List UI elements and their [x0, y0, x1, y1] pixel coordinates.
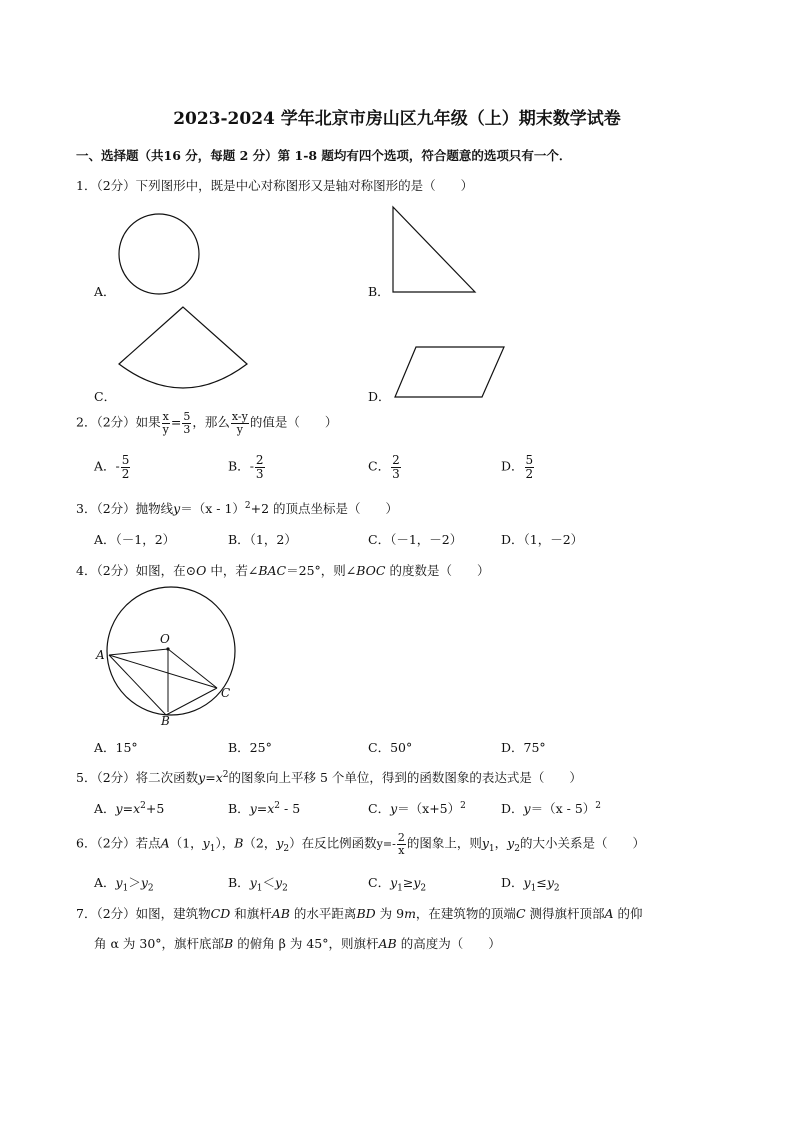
question-5-stem: 5．（2分）将二次函数$y=x^2$的图象向上平移 5 个单位，得到的函数图象的表达式是（ ）: [76, 769, 582, 785]
segment-ao: [109, 649, 168, 655]
q4-option-d[interactable]: D．75°: [501, 740, 546, 755]
q2-option-d[interactable]: D． $\frac{5}{2}$: [501, 453, 534, 481]
shape-right-triangle: [392, 206, 477, 294]
q6-option-c[interactable]: C．$y_1\ge y_2$: [368, 875, 427, 894]
q2-option-a[interactable]: A．- $\frac{5}{2}$: [94, 453, 130, 481]
shape-sector: [117, 306, 249, 386]
circle-diagram: [90, 584, 250, 734]
q5-option-a[interactable]: A．$y=x^2+5$: [94, 800, 165, 816]
q5-option-b[interactable]: B．$y=x^2 - 5$: [228, 800, 301, 816]
shape-circle: [118, 213, 200, 295]
q2-mid: ，那么: [192, 414, 230, 430]
question-2-stem: [76, 411, 337, 435]
q6-option-d[interactable]: D．$y_1\le y_2$: [501, 875, 560, 894]
fraction-xmy-over-y: $\frac{x-y}{y}$: [231, 410, 248, 436]
q3-option-d[interactable]: D．（1，－2）: [501, 532, 584, 547]
q1-option-b[interactable]: B．: [368, 284, 390, 299]
q2-option-b[interactable]: B．- $\frac{2}{3}$: [228, 453, 264, 481]
question-7-line-1: 7．（2分）如图，建筑物CD 和旗杆AB 的水平距离BD 为 9m，在建筑物的顶端C 测得旗杆顶部A 的仰: [76, 906, 643, 921]
label-b: B: [161, 714, 170, 728]
q4-option-c[interactable]: C．50°: [368, 740, 413, 755]
label-a: A: [96, 648, 105, 662]
fraction-5-over-3: $\frac{5}{3}$: [183, 410, 191, 436]
q6-option-b[interactable]: B．$y_1<y_2$: [228, 875, 288, 894]
q1-option-d[interactable]: D．: [368, 389, 391, 404]
section-heading: 一、选择题（共16 分，每题 2 分）第 1-8 题均有四个选项，符合题意的选项只有一个．: [76, 148, 572, 163]
q1-option-a[interactable]: A．: [94, 284, 116, 299]
q4-option-b[interactable]: B．25°: [228, 740, 272, 755]
shape-parallelogram: [394, 346, 506, 398]
q2-suffix: 的值是（ ）: [249, 414, 338, 430]
question-1-stem: 1．（2分）下列图形中，既是中心对称图形又是轴对称图形的是（ ）: [76, 178, 474, 193]
label-o: O: [160, 632, 170, 646]
question-6-stem: 6．（2分）若点A（1，$y_1$），B（2，$y_2$）在反比例函数y=- $\frac{2}{x}$ 的图象上，则$y_1$，$y_2$的大小关系是（ ）: [76, 831, 645, 857]
label-c: C: [221, 686, 231, 700]
segment-oc: [168, 649, 217, 688]
q3-option-c[interactable]: C．（－1，－2）: [368, 532, 463, 547]
q3-option-b[interactable]: B．（1，2）: [228, 532, 297, 547]
q2-option-c[interactable]: C． $\frac{2}{3}$: [368, 453, 400, 481]
q6-option-a[interactable]: A．$y_1>y_2$: [94, 875, 154, 894]
question-3-stem: 3．（2分）抛物线y＝（x - 1）$^2$+2 的顶点坐标是（ ）: [76, 500, 399, 516]
q5-option-d[interactable]: D．y＝（x - 5）$^2$: [501, 800, 602, 816]
question-4-stem: 4．（2分）如图，在⊙O 中，若∠BAC＝25°，则∠BOC 的度数是（ ）: [76, 563, 490, 578]
center-dot: [166, 647, 169, 650]
exam-title: 2023-2024 学年北京市房山区九年级（上）期末数学试卷: [173, 109, 621, 129]
q5-option-c[interactable]: C．$y=(x+5)^2$: [368, 800, 466, 816]
q4-option-a[interactable]: A．15°: [94, 740, 138, 755]
question-7-line-2: 角 α 为 30°，旗杆底部B 的俯角 β 为 45°，则旗杆AB 的高度为（ ）: [94, 936, 501, 951]
fraction-x-over-y: $\frac{x}{y}$: [162, 410, 169, 436]
q1-option-c[interactable]: C．: [94, 389, 117, 404]
q2-equals: =: [170, 414, 182, 430]
fraction-2-over-x: $\frac{2}{x}$: [397, 831, 405, 857]
q3-option-a[interactable]: A．（－1，2）: [94, 532, 176, 547]
q2-prefix: 2．（2分）如果: [76, 414, 161, 430]
